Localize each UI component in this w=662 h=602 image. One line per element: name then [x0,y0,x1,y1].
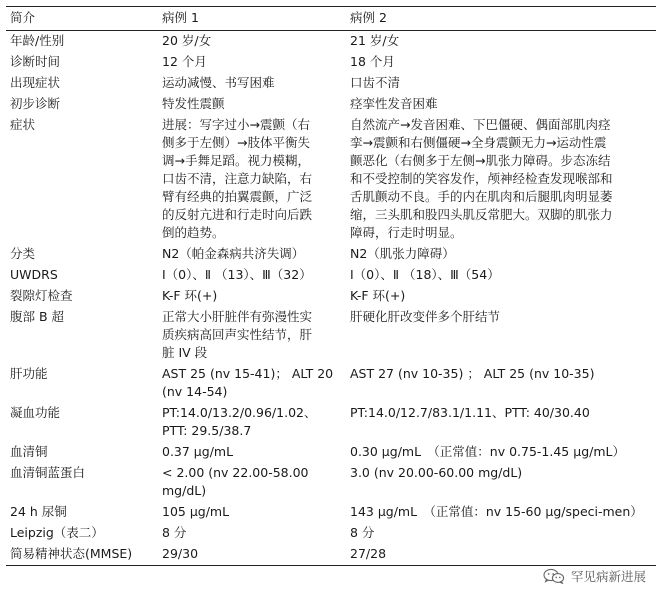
table-row [6,307,656,364]
case-1-cell: 运动减慢、书写困难 [162,75,275,90]
case-1-cell: N2（帕金森病共济失调） [162,246,305,261]
case-2-cell: 27/28 [346,544,656,566]
row-label: 裂隙灯检查 [10,288,73,303]
case-1-cell: K-F 环(+) [162,288,218,303]
case-2-cell: 8 分 [350,525,375,540]
case-2-cell: Ⅰ（0）、Ⅱ （18）、Ⅲ（54） [350,267,500,282]
case-2-cell: AST 27 (nv 10-35) ； ALT 25 (nv 10-35) [350,366,595,381]
header-case-1: 病例 1 [158,7,346,31]
table-row [6,244,656,265]
row-label: 出现症状 [10,75,61,90]
row-label: 24 h 尿铜 [10,504,67,519]
table-row [6,442,656,463]
case-2-cell: 18 个月 [350,54,395,69]
table-row [6,364,656,403]
case-2-cell: 口齿不清 [350,75,401,90]
case-2-cell: 143 μg/mL （正常值：nv 15-60 μg/speci-men） [350,504,643,519]
row-label: UWDRS [10,267,58,282]
table-header-row [6,7,656,31]
case-1-cell: 进展：写字过小→震颤（右 侧多于左侧）→肢体平衡失 调→手舞足蹈。视力模糊， 口齿不清，注意力缺陷，右 臂有经典的拍翼震颤，广泛 的反射亢进和行走时向后跌 倒的趋势。 [162,117,313,240]
watermark [543,567,646,585]
case-2-cell: 3.0 (nv 20.00-60.00 mg/dL) [350,465,523,480]
table-row [6,403,656,442]
header-intro: 简介 [6,7,158,31]
row-label: 简易精神状态(MMSE) [6,544,158,566]
table-row [6,73,656,94]
case-1-cell: Ⅰ（0）、Ⅱ （13）、Ⅲ（32） [162,267,312,282]
row-label: 初步诊断 [10,96,61,111]
row-label: 血清铜蓝蛋白 [10,465,86,480]
case-1-cell: 29/30 [158,544,346,566]
case-1-cell: 12 个月 [162,54,207,69]
case-1-cell: 8 分 [162,525,187,540]
table-row [6,523,656,544]
case-1-cell: < 2.00 (nv 22.00-58.00 mg/dL) [162,465,309,498]
case-1-cell: PT:14.0/13.2/0.96/1.02、 PTT: 29.5/38.7 [162,405,317,438]
row-label: 诊断时间 [10,54,61,69]
case-2-cell: 痉挛性发音困难 [350,96,438,111]
case-1-cell: AST 25 (nv 15-41)； ALT 20 (nv 14-54) [162,366,334,399]
table-row [6,544,656,566]
table-row [6,94,656,115]
row-label: 年龄/性别 [10,33,65,48]
wechat-icon [543,568,565,584]
case-1-cell: 正常大小肝脏伴有弥漫性实 质疾病高回声实性结节，肝 脏 IV 段 [162,309,313,360]
table-row [6,286,656,307]
table-row [6,31,656,53]
case-comparison-table [6,6,656,566]
row-label: Leipzig（表二） [10,525,104,540]
table-row [6,115,656,244]
table-row [6,52,656,73]
case-2-cell: PT:14.0/12.7/83.1/1.11、PTT: 40/30.40 [350,405,590,420]
case-1-cell: 105 μg/mL [162,504,230,519]
case-2-cell: 21 岁/女 [350,33,400,48]
case-1-cell: 0.37 μg/mL [162,444,234,459]
watermark-text: 罕见病新进展 [570,569,646,584]
table-row [6,502,656,523]
row-label: 肝功能 [10,366,48,381]
case-1-cell: 特发性震颤 [162,96,225,111]
row-label: 分类 [10,246,36,261]
case-2-cell: 肝硬化肝改变伴多个肝结节 [350,309,501,324]
case-2-cell: N2（肌张力障碍） [350,246,455,261]
table-row [6,463,656,502]
case-2-cell: 0.30 μg/mL （正常值：nv 0.75-1.45 μg/mL） [350,444,625,459]
header-case-2: 病例 2 [346,7,656,31]
row-label: 血清铜 [10,444,48,459]
row-label: 腹部 B 超 [10,309,65,324]
row-label: 症状 [10,117,36,132]
table-row [6,265,656,286]
case-2-cell: K-F 环(+) [350,288,406,303]
row-label: 凝血功能 [10,405,61,420]
case-1-cell: 20 岁/女 [162,33,212,48]
case-2-cell: 自然流产→发音困难、下巴僵硬、偶面部肌肉痉 挛→震颤和右侧僵硬→全身震颤无力→运动性震 颤恶化（右侧多于左侧→肌张力障碍。步态冻结 和不受控制的笑容发作，颅神经检查发现喉部和 舌肌颤动不良。手的内在肌肉和后腿肌肉明显萎 缩，三头肌和股四头肌反常肥大。双脚的肌张力 障碍，行走时明显。 [350,117,613,240]
